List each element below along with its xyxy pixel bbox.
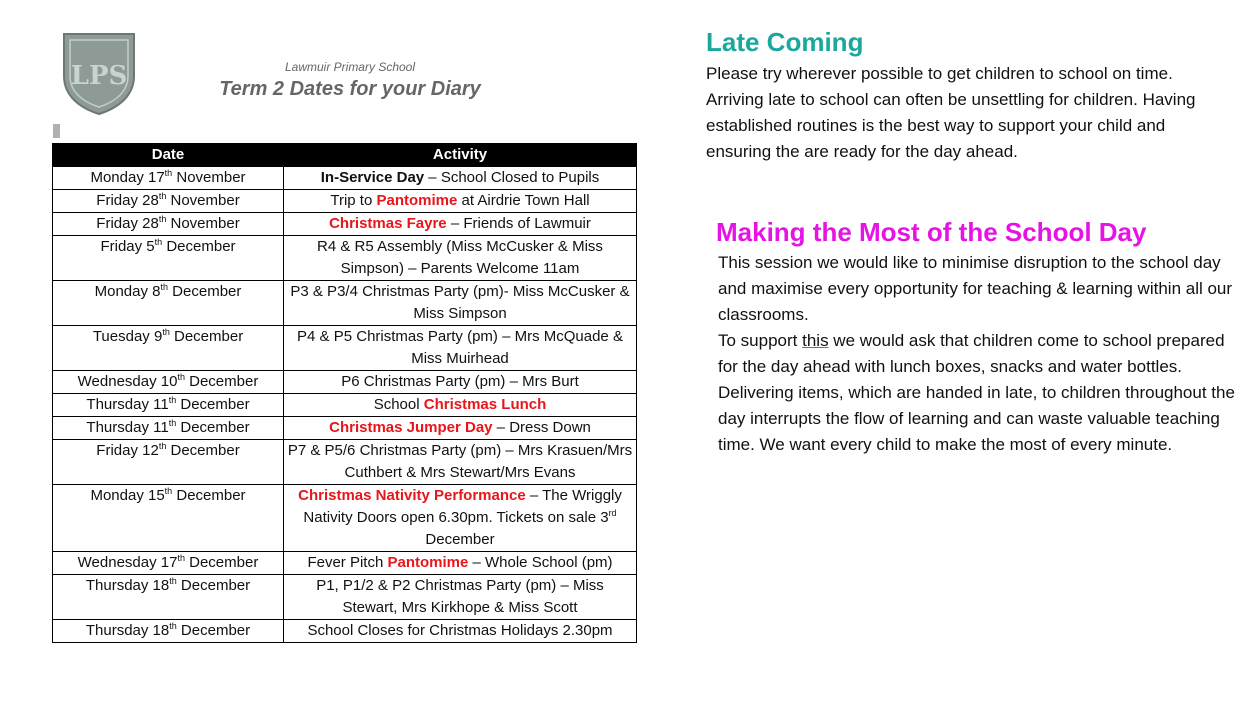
date-month: December: [162, 238, 236, 255]
date-month: December: [172, 487, 246, 504]
date-month: December: [176, 622, 251, 639]
date-month: December: [176, 577, 251, 594]
activity-text: P6 Christmas Party (pm) – Mrs Burt: [341, 373, 579, 390]
table-row: [53, 190, 637, 213]
date-month: December: [176, 396, 250, 413]
activity-cell: [284, 485, 637, 552]
date-suffix: th: [160, 282, 169, 292]
date-month: November: [172, 169, 246, 186]
date-cell: [53, 394, 284, 417]
date-month: November: [166, 192, 240, 209]
activity-cell: [284, 190, 637, 213]
activity-cell: [284, 394, 637, 417]
table-row: [53, 167, 637, 190]
table-row: [53, 575, 637, 620]
date-month: December: [184, 373, 259, 390]
school-day-text: [718, 250, 1238, 458]
date-day: Monday 8: [94, 283, 161, 300]
date-cell: [53, 190, 284, 213]
diary-table: [52, 143, 637, 643]
date-day: Thursday 11: [86, 419, 169, 436]
activity-highlight-text: Pantomime: [387, 554, 469, 571]
activity-bold-text: In-Service Day: [320, 169, 425, 186]
activity-text: – School Closed to Pupils: [424, 169, 600, 186]
date-day: Monday 15: [90, 487, 165, 504]
date-suffix: th: [168, 395, 177, 405]
date-day: Thursday 11: [86, 396, 169, 413]
activity-text-prefix: School: [373, 396, 424, 413]
date-cell: [53, 281, 284, 326]
date-day: Tuesday 9: [92, 328, 163, 345]
column-header-activity: Activity: [284, 144, 637, 167]
table-row: [53, 485, 637, 552]
late-coming-text: Please try wherever possible to get children to school on time. Arriving late to school can often be unsettling for children. Having established routines is the best way to support your child and ensuring the are ready for the day ahead.: [706, 64, 1196, 161]
table-row: [53, 213, 637, 236]
table-row: [53, 440, 637, 485]
date-day: Monday 17: [90, 169, 165, 186]
date-cell: [53, 213, 284, 236]
school-day-paragraph-3: Delivering items, which are handed in late, to children throughout the day interrupts the flow of learning and can waste valuable teaching time. We want every child to make the most of every minute.: [718, 383, 1235, 454]
table-row: [53, 371, 637, 394]
date-day: Thursday 18: [85, 577, 170, 594]
date-suffix: th: [177, 372, 185, 382]
activity-highlight-text: Christmas Jumper Day: [329, 419, 493, 436]
date-suffix: th: [168, 418, 177, 428]
activity-date-suffix: rd: [608, 508, 617, 518]
activity-text: P4 & P5 Christmas Party (pm) – Mrs McQuade & Miss Muirhead: [297, 328, 623, 367]
activity-cell: [284, 417, 637, 440]
date-month: December: [166, 442, 240, 459]
date-cell: [53, 575, 284, 620]
activity-text: – Dress Down: [492, 419, 591, 436]
table-row: [53, 394, 637, 417]
activity-text: P7 & P5/6 Christmas Party (pm) – Mrs Krasuen/Mrs Cuthbert & Mrs Stewart/Mrs Evans: [287, 442, 633, 481]
date-day: Friday 5: [100, 238, 155, 255]
activity-text: – The Wriggly Nativity Doors open 6.30pm. Tickets on sale 3: [303, 487, 622, 526]
date-month: December: [169, 328, 244, 345]
activity-text-end: December: [425, 531, 495, 548]
table-row: [53, 236, 637, 281]
date-cell: [53, 326, 284, 371]
date-suffix: th: [164, 486, 173, 496]
table-row: [53, 552, 637, 575]
date-day: Wednesday 10: [77, 373, 178, 390]
activity-text: P3 & P3/4 Christmas Party (pm)- Miss McCusker & Miss Simpson: [290, 283, 630, 322]
date-suffix: th: [164, 168, 173, 178]
activity-highlight-text: Christmas Fayre: [329, 215, 447, 232]
date-cell: [53, 417, 284, 440]
activity-cell: [284, 213, 637, 236]
activity-text-prefix: Trip to: [330, 192, 377, 209]
activity-cell: [284, 440, 637, 485]
date-cell: [53, 167, 284, 190]
date-cell: [53, 236, 284, 281]
activity-highlight-text: Christmas Nativity Performance: [298, 487, 526, 504]
activity-cell: [284, 326, 637, 371]
date-month: December: [176, 419, 250, 436]
date-day: Thursday 18: [85, 622, 170, 639]
activity-text: – Whole School (pm): [468, 554, 613, 571]
activity-cell: [284, 620, 637, 643]
activity-cell: [284, 575, 637, 620]
activity-cell: [284, 552, 637, 575]
date-suffix: th: [162, 327, 170, 337]
logo-letters: LPS: [70, 61, 128, 91]
date-cell: [53, 552, 284, 575]
activity-cell: [284, 236, 637, 281]
table-header-row: [53, 144, 637, 167]
table-row: [53, 620, 637, 643]
date-cell: [53, 371, 284, 394]
activity-text: P1, P1/2 & P2 Christmas Party (pm) – Miss Stewart, Mrs Kirkhope & Miss Scott: [316, 577, 604, 616]
date-cell: [53, 620, 284, 643]
date-day: Friday 12: [96, 442, 159, 459]
date-suffix: th: [154, 237, 163, 247]
activity-highlight-text: Pantomime: [376, 192, 458, 209]
activity-text: – Friends of Lawmuir: [446, 215, 591, 232]
table-row: [53, 326, 637, 371]
date-suffix: th: [158, 441, 167, 451]
p2-start: To support: [718, 331, 803, 350]
date-suffix: th: [169, 576, 177, 586]
date-day: Friday 28: [96, 215, 159, 232]
school-name: Lawmuir Primary School: [284, 60, 416, 74]
activity-highlight-text: Christmas Lunch: [423, 396, 547, 413]
late-coming-heading: Late Coming: [706, 27, 864, 57]
date-day: Friday 28: [96, 192, 159, 209]
school-crest-logo: [60, 30, 138, 116]
activity-cell: [284, 281, 637, 326]
activity-text: R4 & R5 Assembly (Miss McCusker & Miss Simpson) – Parents Welcome 11am: [317, 238, 603, 277]
school-day-paragraph-2: [718, 328, 1238, 380]
activity-cell: [284, 371, 637, 394]
activity-text-prefix: Fever Pitch: [307, 554, 388, 571]
table-row: [53, 281, 637, 326]
date-day: Wednesday 17: [77, 554, 178, 571]
date-cell: [53, 485, 284, 552]
school-day-heading: Making the Most of the School Day: [716, 217, 1147, 247]
date-month: December: [184, 554, 259, 571]
date-suffix: th: [158, 191, 167, 201]
date-cell: [53, 440, 284, 485]
table-row: [53, 417, 637, 440]
activity-text: at Airdrie Town Hall: [457, 192, 590, 209]
date-month: November: [166, 215, 240, 232]
activity-cell: [284, 167, 637, 190]
date-month: December: [168, 283, 242, 300]
p2-end: we would ask that children come to school prepared for the day ahead with lunch boxes, snacks and water bottles.: [718, 331, 1225, 376]
date-suffix: th: [169, 621, 177, 631]
school-day-paragraph-1: This session we would like to minimise disruption to the school day and maximise every opportunity for teaching & learning within all our classrooms.: [718, 253, 1233, 324]
date-suffix: th: [158, 214, 167, 224]
underlined-word: this: [802, 331, 829, 350]
paragraph-marker: [53, 124, 60, 138]
date-suffix: th: [177, 553, 185, 563]
column-header-date: Date: [53, 144, 284, 167]
page-title: Term 2 Dates for your Diary: [219, 78, 481, 100]
activity-text: School Closes for Christmas Holidays 2.30pm: [307, 622, 613, 639]
